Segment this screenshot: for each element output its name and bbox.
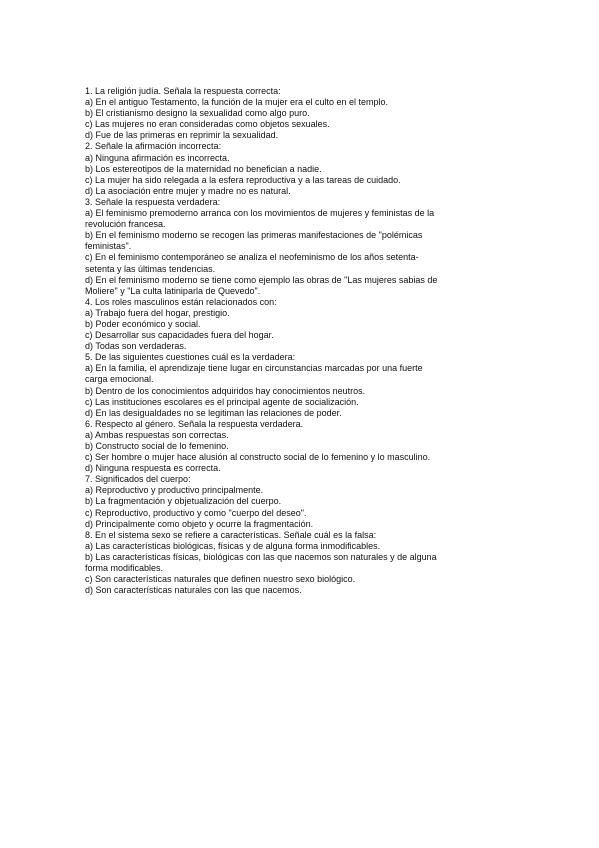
question-3-title: 3. Señale la respuesta verdadera: [85, 196, 221, 207]
document-body [85, 86, 515, 596]
question-3-option-b-cont: feministas". [85, 241, 132, 252]
question-4-option-d: d) Todas son verdaderas. [85, 341, 187, 352]
question-8-option-b: b) Las características físicas, biológicas con las que nacemos son naturales y de alguna [85, 551, 437, 562]
question-7-title: 7. Significados del cuerpo: [85, 474, 191, 485]
question-8-option-a: a) Las características biológicas, físicas y de alguna forma inmodificables. [85, 540, 381, 551]
question-7-option-b: b) La fragmentación y objetualización del cuerpo. [85, 496, 282, 507]
question-8-option-d: d) Son características naturales con las que nacemos. [85, 585, 302, 596]
question-6-option-c: c) Ser hombre o mujer hace alusión al constructo social de lo femenino y lo masculino. [85, 452, 431, 463]
question-4-option-b: b) Poder económico y social. [85, 318, 201, 329]
question-1-option-d: d) Fue de las primeras en reprimir la sexualidad. [85, 130, 279, 141]
question-7-option-c: c) Reproductivo, productivo y como "cuerpo del deseo". [85, 507, 307, 518]
question-5-option-a-cont: carga emocional. [85, 374, 154, 385]
question-1-title: 1. La religión judía. Señala la respuesta correcta: [85, 86, 281, 96]
question-3-option-b: b) En el feminismo moderno se recogen las primeras manifestaciones de "polémicas [85, 230, 423, 241]
question-2-option-b: b) Los estereotipos de la maternidad no benefician a nadie. [85, 163, 322, 174]
question-4-option-a: a) Trabajo fuera del hogar, prestigio. [85, 307, 230, 318]
question-2-option-d: d) La asociación entre mujer y madre no es natural. [85, 185, 291, 196]
question-1-option-a: a) En el antiguo Testamento, la función de la mujer era el culto en el templo. [85, 97, 389, 108]
question-4-title: 4. Los roles masculinos están relacionados con: [85, 296, 277, 307]
question-7-option-a: a) Reproductivo y productivo principalmente. [85, 485, 264, 496]
question-2-title: 2. Señale la afirmación incorrecta: [85, 141, 222, 152]
question-6-option-a: a) Ambas respuestas son correctas. [85, 429, 229, 440]
question-6-option-d: d) Ninguna respuesta es correcta. [85, 463, 221, 474]
question-3-option-c: c) En el feminismo contemporáneo se analiza el neofeminismo de los años setenta- [85, 252, 419, 263]
question-5-option-d: d) En las desigualdades no se legitiman las relaciones de poder. [85, 407, 342, 418]
question-1-option-c: c) Las mujeres no eran consideradas como objetos sexuales. [85, 119, 330, 130]
question-6-title: 6. Respecto al género. Señala la respuesta verdadera. [85, 418, 304, 429]
question-5-title: 5. De las siguientes cuestiones cuál es la verdadera: [85, 352, 296, 363]
question-3-option-a: a) El feminismo premoderno arranca con los movimientos de mujeres y feministas de la [85, 208, 435, 219]
question-3-option-c-cont: setenta y las últimas tendencias. [85, 263, 216, 274]
question-6-option-b: b) Constructo social de lo femenino. [85, 441, 229, 451]
question-7-option-d: d) Principalmente como objeto y ocurre la fragmentación. [85, 518, 314, 529]
question-5-option-c: c) Las instituciones escolares es el principal agente de socialización. [85, 396, 359, 407]
question-8-option-b-cont: forma modificables. [85, 563, 164, 574]
question-8-option-c: c) Son características naturales que definen nuestro sexo biológico. [85, 574, 356, 585]
question-1-option-b: b) El cristianismo designo la sexualidad como algo puro. [85, 108, 310, 119]
question-2-option-a: a) Ninguna afirmación es incorrecta. [85, 152, 230, 163]
question-5-option-b: b) Dentro de los conocimientos adquiridos hay conocimientos neutros. [85, 385, 366, 396]
question-3-option-d: d) En el feminismo moderno se tiene como ejemplo las obras de "Las mujeres sabias de [85, 274, 438, 285]
question-5-option-a: a) En la familia, el aprendizaje tiene lugar en circunstancias marcadas por una fuerte [85, 363, 423, 374]
question-3-option-d-cont: Moliere" y "La culta latiniparla de Quevedo". [85, 285, 261, 296]
question-2-option-c: c) La mujer ha sido relegada a la esfera reproductiva y a las tareas de cuidado. [85, 174, 401, 185]
question-8-title: 8. En el sistema sexo se refiere a características. Señale cuál es la falsa: [85, 529, 377, 540]
question-3-option-a-cont: revolución francesa. [85, 219, 166, 230]
question-4-option-c: c) Desarrollar sus capacidades fuera del hogar. [85, 330, 274, 341]
